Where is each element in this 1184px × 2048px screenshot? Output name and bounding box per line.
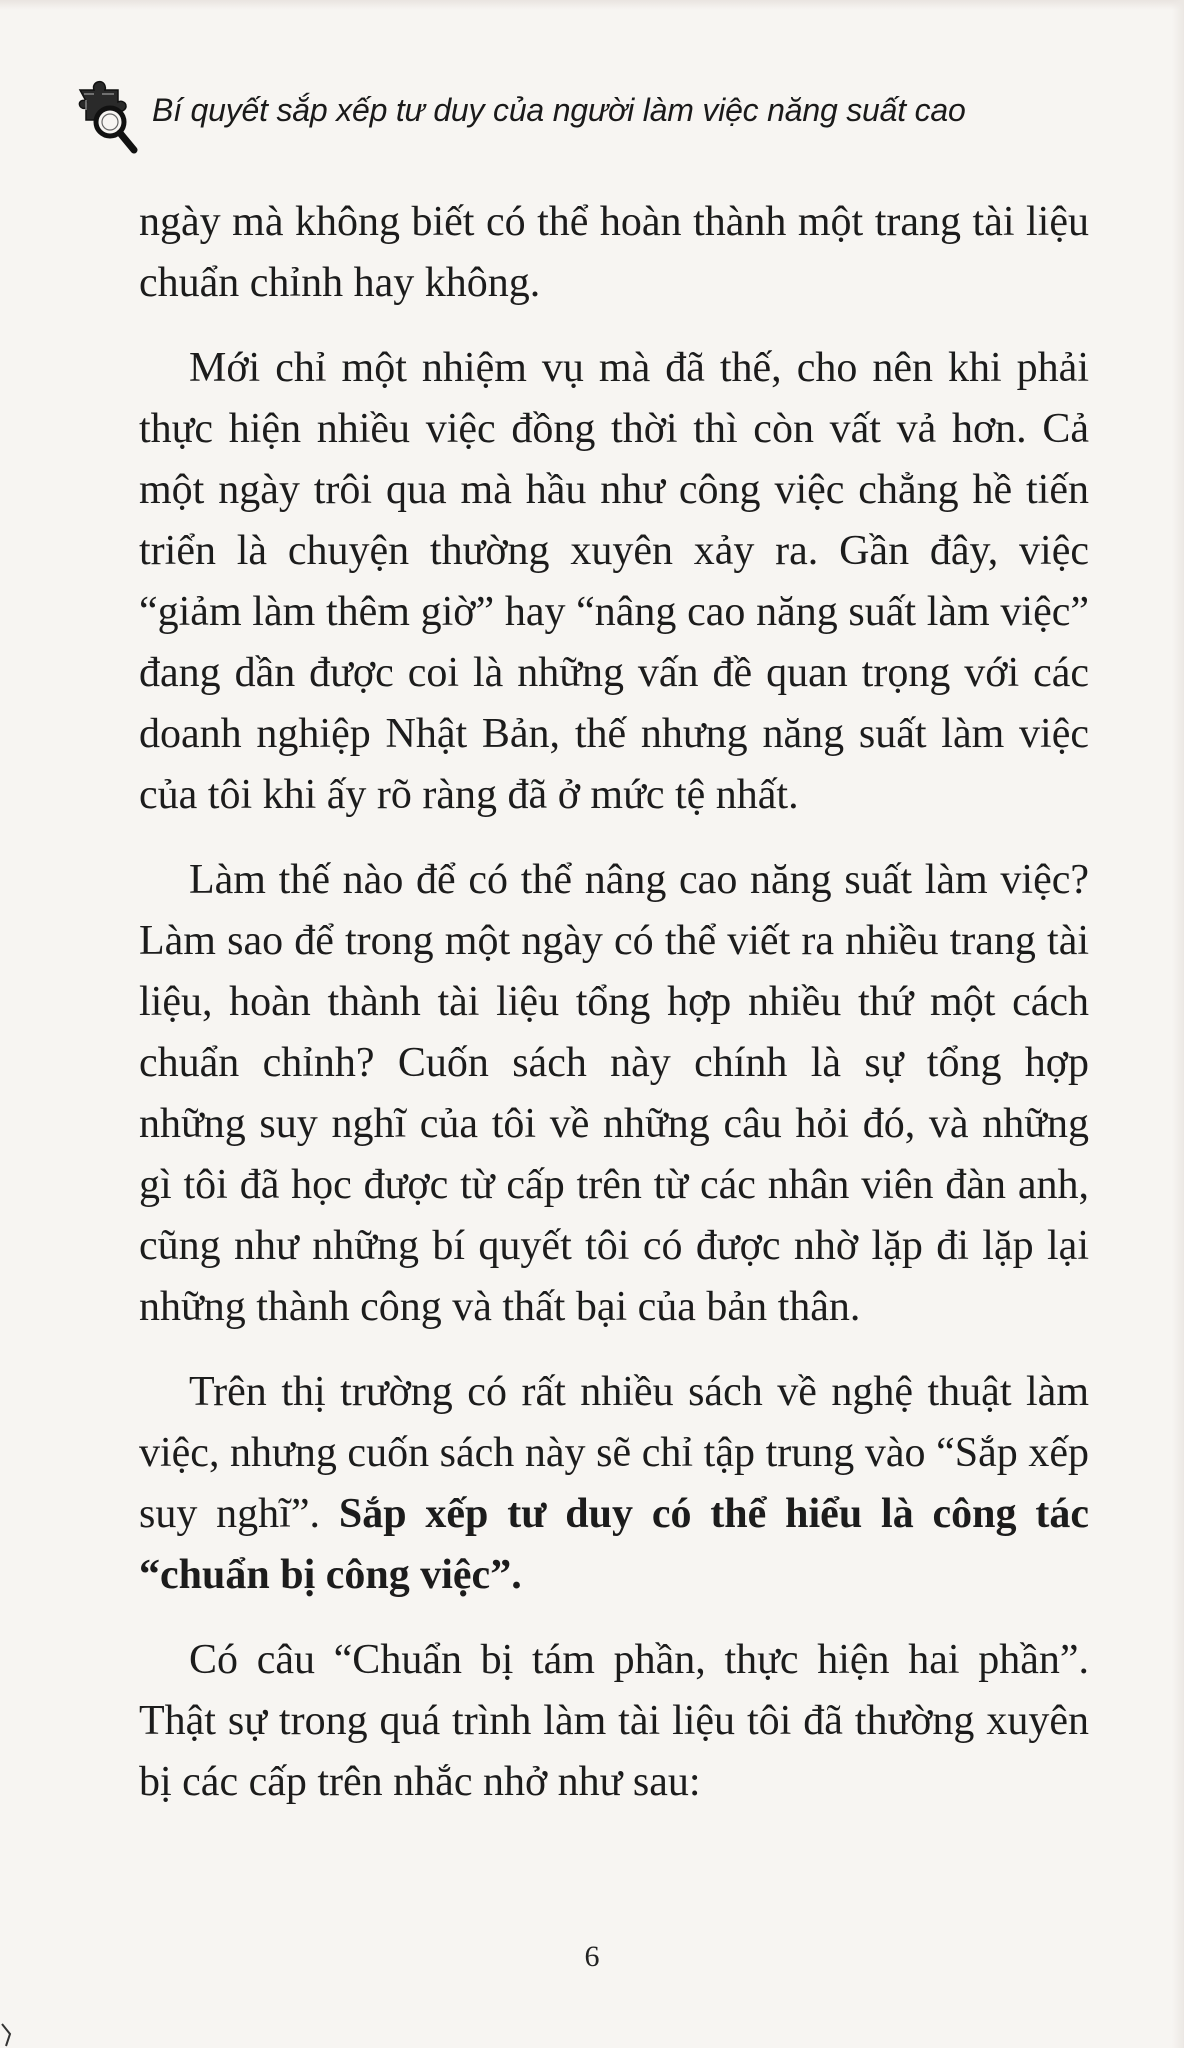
text-run: Làm thế nào để có thể nâng cao năng suất làm việc? Làm sao để trong một ngày có thể viết ra nhiều trang tài liệu, hoàn thành tài liệu tổng hợp nhiều thứ một cách chuẩn chỉnh? Cuốn sách này chính là sự tổng hợp những suy nghĩ của tôi về những câu hỏi đó, và những gì tôi đã học được từ cấp trên từ các nhân viên đàn anh, cũng như những bí quyết tôi có được nhờ lặp đi lặp lại những thành công và thất bại của bản thân. <box>139 857 1089 1330</box>
running-header <box>72 72 1072 162</box>
running-header-title: Bí quyết sắp xếp tư duy của người làm việc năng suất cao <box>152 92 966 128</box>
paragraph <box>139 1630 1089 1813</box>
paragraph <box>139 338 1089 826</box>
text-run: Mới chỉ một nhiệm vụ mà đã thế, cho nên khi phải thực hiện nhiều việc đồng thời thì còn vất vả hơn. Cả một ngày trôi qua mà hầu như công việc chẳng hề tiến triển là chuyện thường xuyên xảy ra. Gần đây, việc “giảm làm thêm giờ” hay “nâng cao năng suất làm việc” đang dần được coi là những vấn đề quan trọng với các doanh nghiệp Nhật Bản, thế nhưng năng suất làm việc của tôi khi ấy rõ ràng đã ở mức tệ nhất. <box>139 345 1089 818</box>
paragraph <box>139 1362 1089 1606</box>
puzzle-magnifier-icon <box>72 76 150 162</box>
bold-text-run: Sắp xếp tư duy có thể hiểu là công tác “chuẩn bị công việc”. <box>139 1491 1090 1598</box>
page-top-edge <box>0 0 1184 10</box>
text-run: Có câu “Chuẩn bị tám phần, thực hiện hai phần”. Thật sự trong quá trình làm tài liệu tôi đã thường xuyên bị các cấp trên nhắc nhở như sau: <box>139 1637 1089 1805</box>
paragraph <box>139 850 1089 1338</box>
text-run: Trên thị trường có rất nhiều sách về nghệ thuật làm việc, nhưng cuốn sách này sẽ chỉ tập trung vào “Sắp xếp suy nghĩ”. <box>139 1369 1089 1537</box>
corner-mark <box>0 2018 22 2048</box>
page-number: 6 <box>584 1940 600 1973</box>
body-text <box>139 192 1089 1837</box>
paragraph <box>139 192 1089 314</box>
page-right-edge <box>1172 0 1184 2048</box>
text-run: ngày mà không biết có thể hoàn thành một trang tài liệu chuẩn chỉnh hay không. <box>139 199 1089 306</box>
